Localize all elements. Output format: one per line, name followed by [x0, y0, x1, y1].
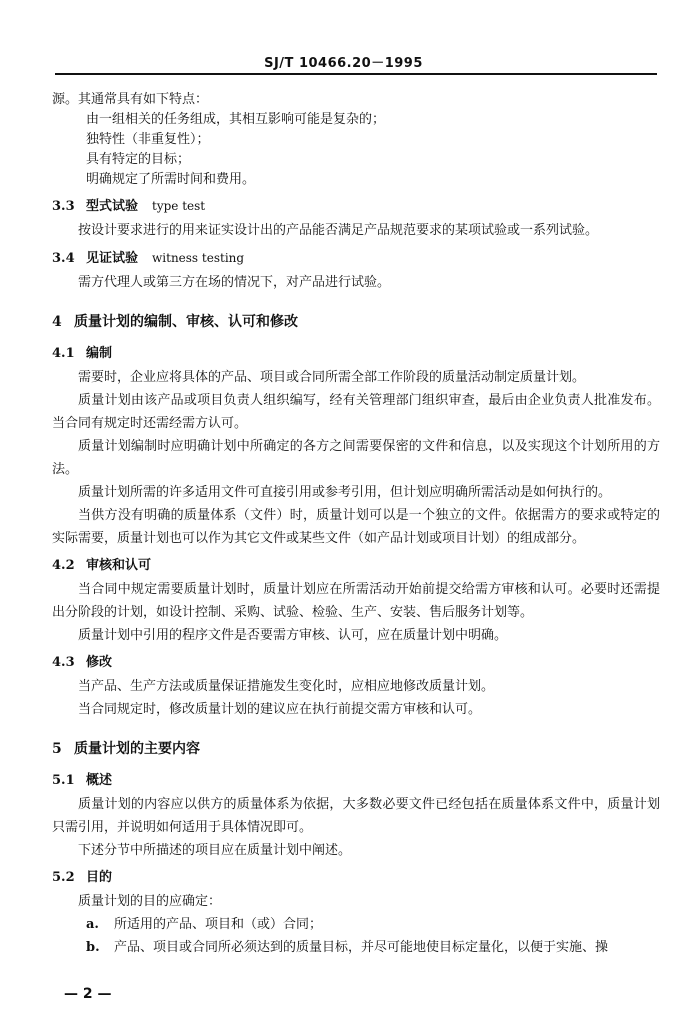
section-heading-4-1 — [52, 344, 660, 364]
standard-code-header: SJ/T 10466.20－1995 — [264, 56, 423, 71]
section-number: 5.1 — [52, 773, 75, 788]
chapter-title: 质量计划的主要内容 — [74, 741, 200, 757]
paragraph: 当供方没有明确的质量体系（文件）时，质量计划可以是一个独立的文件。依据需方的要求或特定的实际需要，质量计划也可以作为其它文件或某些文件（如产品计划或项目计划）的组成部分。 — [52, 508, 660, 546]
section-number: 4.1 — [52, 346, 75, 361]
section-title: 型式试验 — [86, 199, 139, 214]
section-title: 编制 — [86, 346, 113, 361]
chapter-heading-5 — [52, 739, 660, 759]
list-item: 独特性（非重复性）； — [86, 132, 210, 147]
list-marker: b. — [86, 940, 100, 955]
paragraph: 按设计要求进行的用来证实设计出的产品能否满足产品规范要求的某项试验或一系列试验。 — [78, 223, 599, 238]
section-heading-5-2 — [52, 868, 660, 888]
section-title: 见证试验 — [86, 251, 139, 266]
section-number: 3.4 — [52, 251, 75, 266]
list-item: 明确规定了所需时间和费用。 — [86, 172, 256, 187]
section-title: 审核和认可 — [86, 558, 152, 573]
english-term: type test — [152, 199, 206, 213]
paragraph: 当合同中规定需要质量计划时，质量计划应在所需活动开始前提交给需方审核和认可。必要时还需提出分阶段的计划，如设计控制、采购、试验、检验、生产、安装、售后服务计划等。 — [52, 582, 660, 620]
section-title: 概述 — [86, 773, 113, 788]
chapter-number: 4 — [52, 314, 62, 330]
section-title: 目的 — [86, 870, 113, 885]
list-item — [52, 936, 660, 959]
paragraph: 需要时，企业应将具体的产品、项目或合同所需全部工作阶段的质量活动制定质量计划。 — [78, 370, 586, 385]
paragraph: 质量计划的目的应确定： — [78, 894, 222, 909]
paragraph: 质量计划编制时应明确计划中所确定的各方之间需要保密的文件和信息，以及实现这个计划所用的方法。 — [52, 439, 660, 477]
section-heading-4-2 — [52, 556, 660, 576]
chapter-number: 5 — [52, 741, 62, 757]
paragraph: 质量计划由该产品或项目负责人组织编写，经有关管理部门组织审查，最后由企业负责人批准发布。当合同有规定时还需经需方认可。 — [52, 393, 660, 431]
list-text: 所适用的产品、项目和（或）合同； — [114, 917, 323, 932]
chapter-title: 质量计划的编制、审核、认可和修改 — [74, 314, 298, 330]
english-term: witness testing — [152, 251, 245, 265]
header-rule — [55, 73, 657, 75]
paragraph: 当合同规定时，修改质量计划的建议应在执行前提交需方审核和认可。 — [78, 702, 482, 717]
list-marker: a. — [86, 917, 99, 932]
section-heading-4-3 — [52, 653, 660, 673]
section-heading-5-1 — [52, 771, 660, 791]
list-text: 产品、项目或合同所必须达到的质量目标，并尽可能地使目标定量化，以便于实施、操 — [114, 940, 609, 955]
paragraph: 质量计划中引用的程序文件是否要需方审核、认可，应在质量计划中明确。 — [78, 628, 508, 643]
paragraph: 下述分节中所描述的项目应在质量计划中阐述。 — [78, 843, 352, 858]
paragraph: 源。其通常具有如下特点： — [52, 92, 209, 107]
paragraph: 需方代理人或第三方在场的情况下，对产品进行试验。 — [78, 275, 391, 290]
list-item: 由一组相关的任务组成，其相互影响可能是复杂的； — [86, 112, 386, 127]
section-number: 4.3 — [52, 655, 75, 670]
section-number: 5.2 — [52, 870, 75, 885]
page-number: — 2 — — [64, 986, 112, 1002]
document-body — [52, 90, 660, 959]
paragraph: 当产品、生产方法或质量保证措施发生变化时，应相应地修改质量计划。 — [78, 679, 495, 694]
paragraph: 质量计划所需的许多适用文件可直接引用或参考引用，但计划应明确所需活动是如何执行的。 — [78, 485, 612, 500]
chapter-heading-4 — [52, 312, 660, 332]
list-item: 具有特定的目标； — [86, 152, 191, 167]
section-heading-3-3 — [52, 196, 660, 217]
section-title: 修改 — [86, 655, 113, 670]
list-item — [52, 913, 660, 936]
section-number: 4.2 — [52, 558, 75, 573]
section-number: 3.3 — [52, 199, 75, 214]
feature-list — [52, 110, 660, 190]
section-heading-3-4 — [52, 248, 660, 269]
paragraph: 质量计划的内容应以供方的质量体系为依据，大多数必要文件已经包括在质量体系文件中，质量计划只需引用，并说明如何适用于具体情况即可。 — [52, 797, 660, 835]
